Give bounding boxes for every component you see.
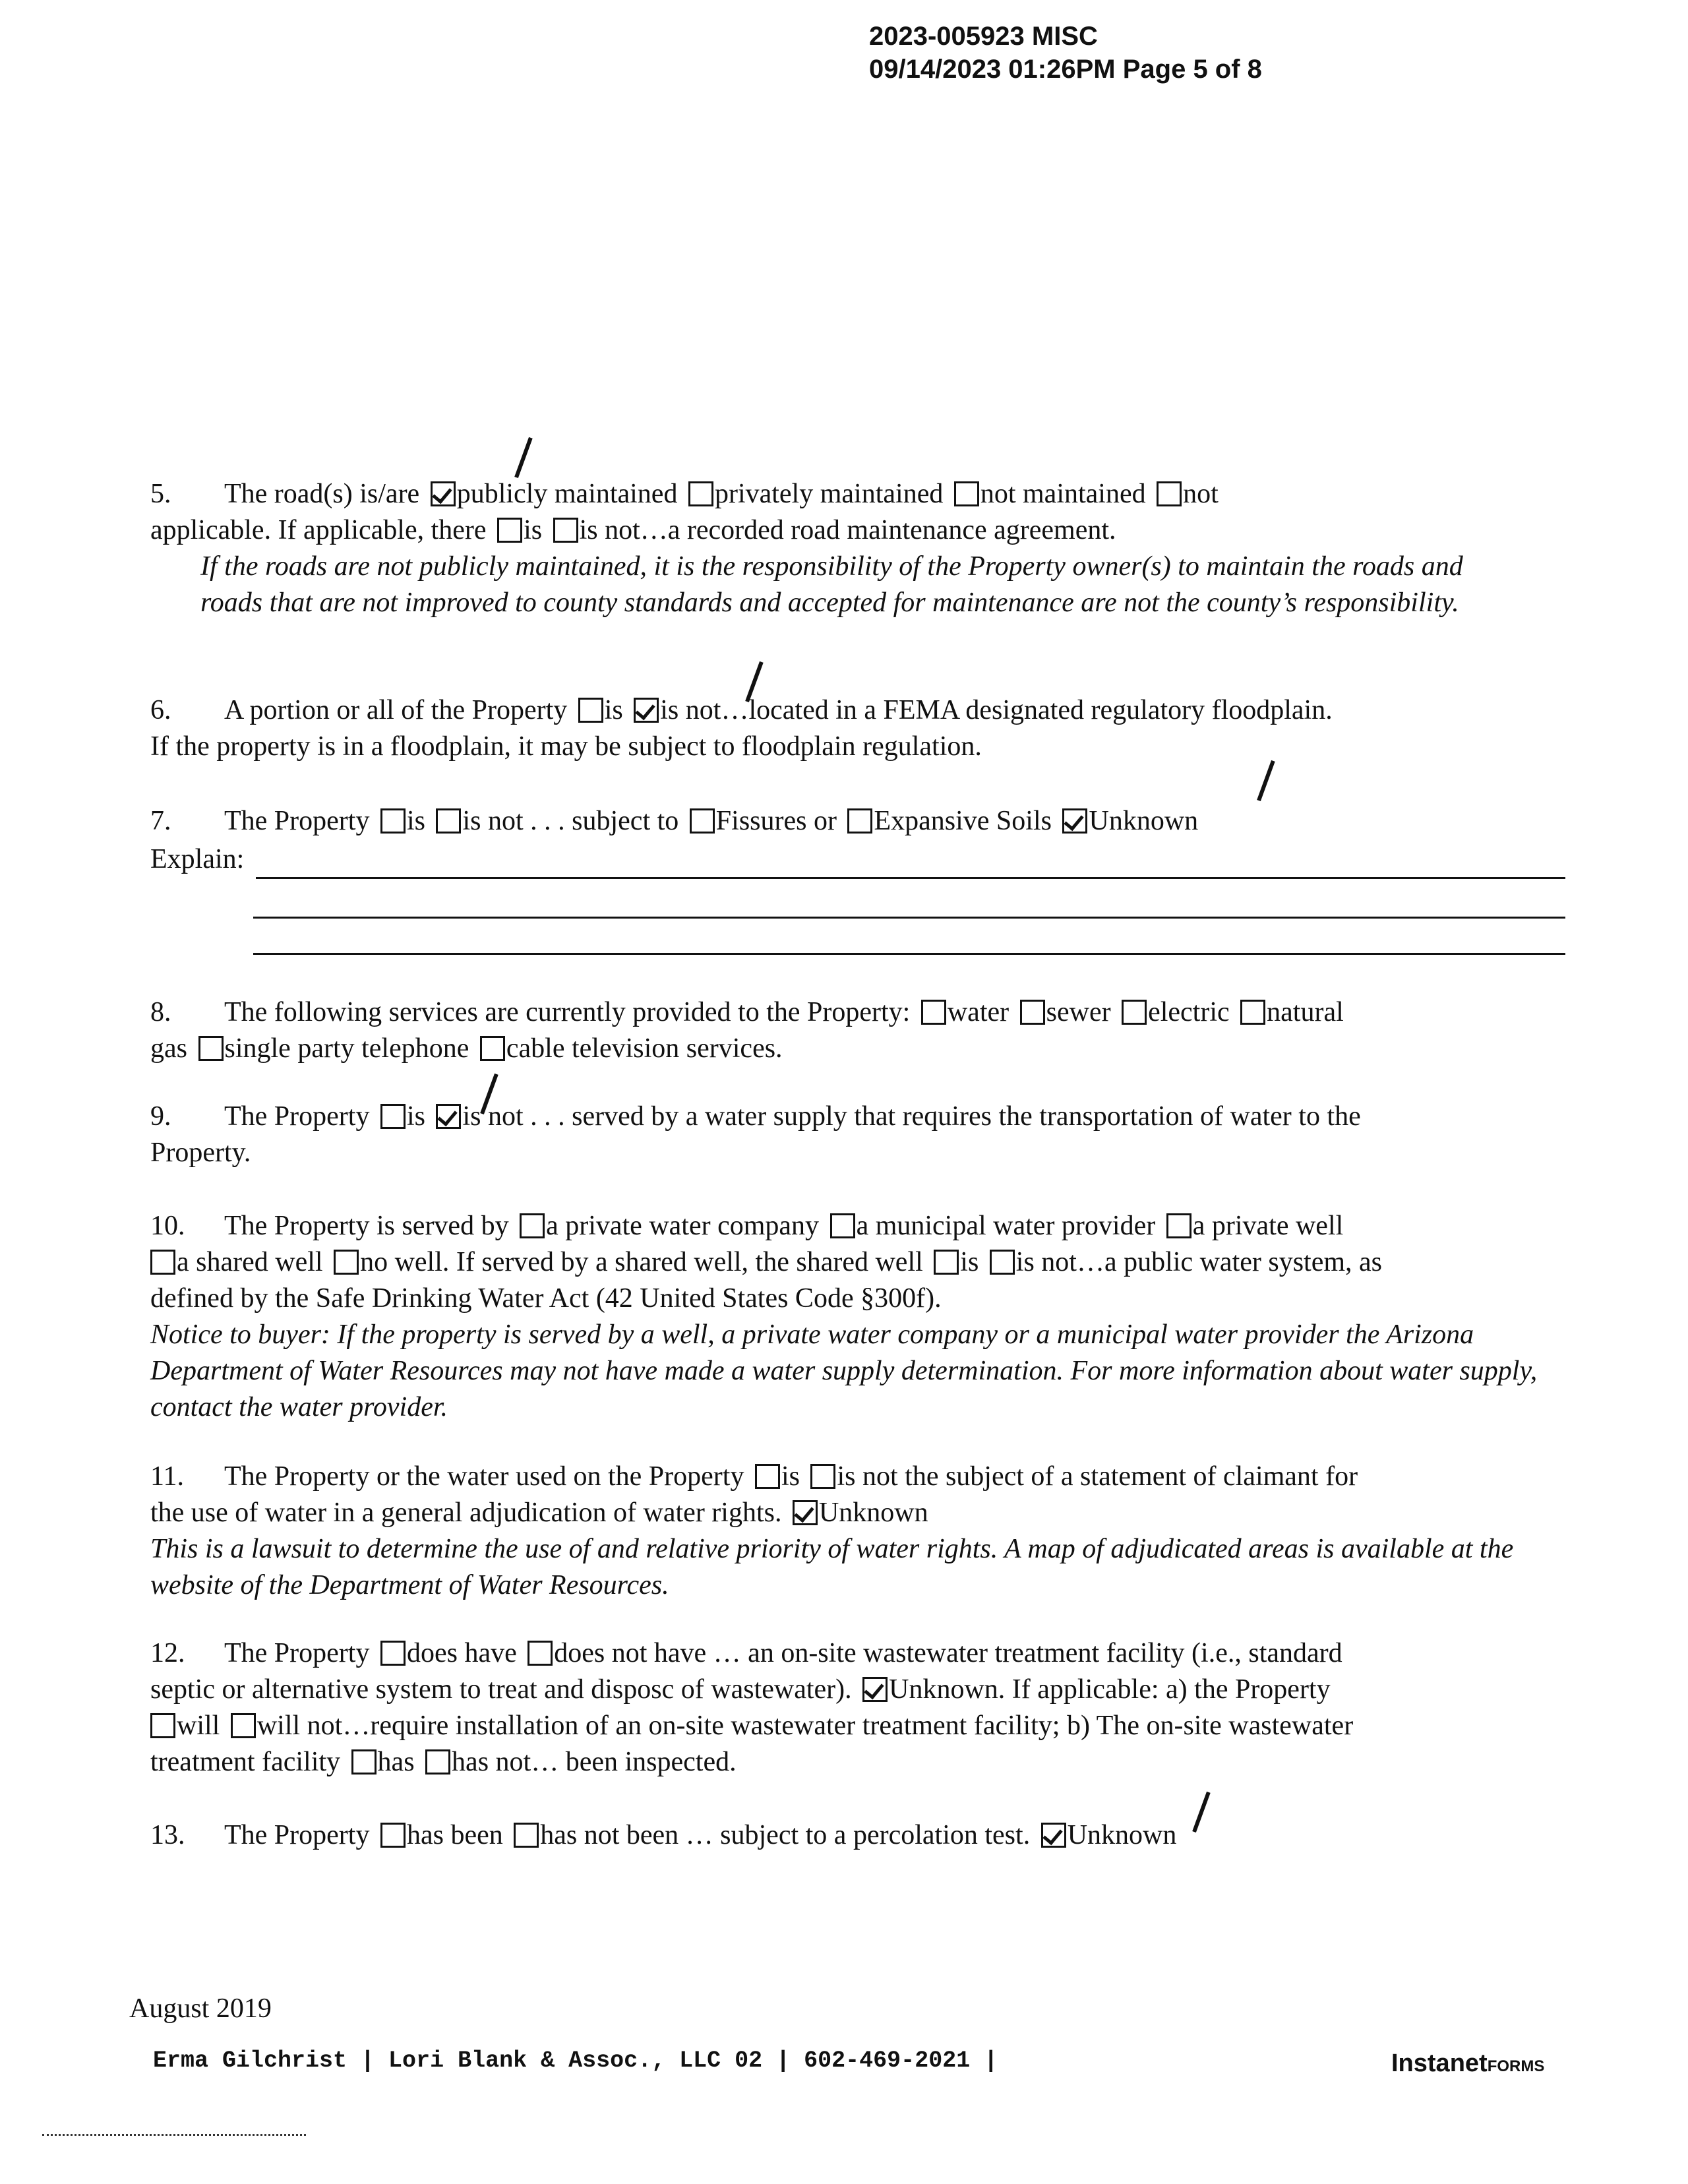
checkbox-percolation-unknown[interactable]: [1041, 1823, 1066, 1848]
recording-stamp: [869, 20, 1262, 86]
checkbox-private-water-company[interactable]: [520, 1213, 545, 1238]
checkbox-telephone[interactable]: [198, 1036, 224, 1061]
check-slash-mark: [1257, 760, 1275, 801]
check-slash-mark: [514, 437, 533, 478]
checkbox-will-not[interactable]: [231, 1713, 256, 1738]
explain-line-1[interactable]: [256, 877, 1565, 879]
checkbox-municipal-provider[interactable]: [830, 1213, 855, 1238]
checkbox-privately-maintained[interactable]: [688, 481, 713, 506]
checkbox-water[interactable]: [921, 1000, 946, 1025]
checkbox-soils-unknown[interactable]: [1062, 808, 1087, 834]
agent-credit-line: Erma Gilchrist | Lori Blank & Assoc., LLC 02 | 602-469-2021 |: [153, 2048, 998, 2074]
road-note: If the roads are not publicly maintained, it is the responsibility of the Property owner(s) to maintain the roads and roads that are not improved to county standards and accepted for maintenance are not the county’s responsibility.: [200, 551, 1463, 618]
checkbox-not-maintained[interactable]: [954, 481, 979, 506]
checkbox-floodplain-is-not[interactable]: [634, 698, 659, 723]
checkbox-cable[interactable]: [480, 1036, 505, 1061]
explain-label: Explain:: [150, 844, 245, 874]
checkbox-transport-is[interactable]: [380, 1104, 406, 1129]
checkbox-floodplain-is[interactable]: [578, 698, 603, 723]
checkbox-no-well[interactable]: [334, 1250, 359, 1275]
record-timestamp: 09/14/2023 01:26PM Page 5 of 8: [869, 55, 1262, 84]
checkbox-wastewater-unknown[interactable]: [862, 1677, 888, 1702]
checkbox-natural-gas[interactable]: [1240, 1000, 1265, 1025]
checkbox-will[interactable]: [150, 1713, 175, 1738]
checkbox-does-not-have[interactable]: [528, 1641, 553, 1666]
question-12: 12. The Property does have does not have … an on-site wastewater treatment facility (i.e., standard septic or alternative system to treat and disposc of wastewater). Unknown. If applicable: a) the Property will will not…require installation of an on-site wastewater treatment facility; b) The on-site wastewater treatment facility has has not… been inspected.: [150, 1638, 1354, 1777]
doc-number: 2023-005923 MISC: [869, 22, 1098, 51]
checkbox-has-not[interactable]: [425, 1749, 450, 1774]
question-5: 5. The road(s) is/are publicly maintained privately maintained not maintained not applicable. If applicable, there is is not…a recorded road maintenance agreement. If the roads are not publicly maintained, it is the responsibility of the Property owner(s) to maintain the roads and roads that are not improved to county standards and accepted for maintenance are not the county’s responsibility.: [150, 476, 1548, 621]
checkbox-public-system-is[interactable]: [934, 1250, 959, 1275]
explain-line-3[interactable]: [253, 953, 1565, 955]
checkbox-has-been[interactable]: [380, 1823, 406, 1848]
scan-artifact-divider: [42, 2134, 306, 2136]
checkbox-has[interactable]: [351, 1749, 377, 1774]
question-8: 8. The following services are currently provided to the Property: water sewer electric natural gas single party telephone cable television services.: [150, 997, 1344, 1064]
checkbox-public-system-is-not[interactable]: [990, 1250, 1015, 1275]
checkbox-fissures[interactable]: [690, 808, 715, 834]
question-11: 11. The Property or the water used on the Property is is not the subject of a statement of claimant for the use of water in a general adjudication of water rights. Unknown This is a lawsuit to determine the use of and relative priority of water rights. A map of adjudicated areas is available at the website of the Department of Water Resources.: [150, 1459, 1548, 1604]
checkbox-claimant-is[interactable]: [755, 1464, 780, 1489]
instanet-forms-logo: InstanetFORMS: [1391, 2049, 1545, 2077]
checkbox-shared-well[interactable]: [150, 1250, 175, 1275]
checkbox-agreement-is-not[interactable]: [553, 518, 578, 543]
checkbox-has-not-been[interactable]: [514, 1823, 539, 1848]
checkbox-does-have[interactable]: [380, 1641, 406, 1666]
question-13: 13. The Property has been has not been … subject to a percolation test. Unknown: [150, 1820, 1177, 1850]
question-6: 6. A portion or all of the Property is is not…located in a FEMA designated regulatory floodplain. If the property is in a floodplain, it may be subject to floodplain regulation.: [150, 695, 1333, 762]
question-9: 9. The Property is is not . . . served by a water supply that requires the transportation of water to the Property.: [150, 1101, 1361, 1168]
checkbox-sewer[interactable]: [1020, 1000, 1045, 1025]
checkbox-not-applicable[interactable]: [1157, 481, 1182, 506]
checkbox-electric[interactable]: [1122, 1000, 1147, 1025]
checkbox-soils-is[interactable]: [380, 808, 406, 834]
checkbox-claimant-is-not[interactable]: [810, 1464, 835, 1489]
explain-line-2[interactable]: [253, 917, 1565, 919]
checkbox-agreement-is[interactable]: [497, 518, 522, 543]
water-notice: Notice to buyer: If the property is served by a well, a private water company or a municipal water provider the Arizona Department of Water Resources may not have made a water supply determination. For more information about water supply, contact the water provider.: [150, 1320, 1538, 1422]
question-10: 10. The Property is served by a private water company a municipal water provider a private well a shared well no well. If served by a shared well, the shared well is is not…a public water system, as defined by the Safe Drinking Water Act (42 United States Code §300f). Notice to buyer: If the property is served by a well, a private water company or a municipal water provider the Arizona Department of Water Resources may not have made a water supply determination. For more information about water supply, contact the water provider.: [150, 1208, 1548, 1426]
checkbox-claimant-unknown[interactable]: [793, 1500, 818, 1525]
checkbox-private-well[interactable]: [1166, 1213, 1191, 1238]
form-revision-date: August 2019: [129, 1993, 272, 2024]
checkbox-transport-is-not[interactable]: [436, 1104, 461, 1129]
checkbox-soils-is-not[interactable]: [436, 808, 461, 834]
checkbox-expansive-soils[interactable]: [847, 808, 872, 834]
checkbox-publicly-maintained[interactable]: [431, 481, 456, 506]
question-7: 7. The Property is is not . . . subject to Fissures or Expansive Soils Unknown: [150, 806, 1199, 836]
adjudication-note: This is a lawsuit to determine the use of and relative priority of water rights. A map of adjudicated areas is available at the website of the Department of Water Resources.: [150, 1534, 1514, 1600]
